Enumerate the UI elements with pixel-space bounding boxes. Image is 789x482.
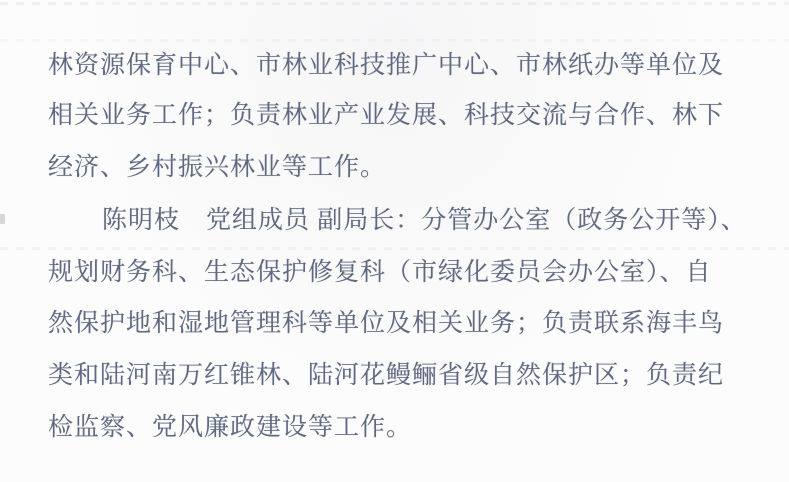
text-line-1: 林资源保育中心、市林业科技推广中心、市林纸办等单位及 xyxy=(48,52,725,79)
text-line-5: 规划财务科、生态保护修复科（市绿化委员会办公室）、自 xyxy=(48,259,712,286)
scan-artifact-upper xyxy=(0,39,789,42)
text-line-3: 经济、乡村振兴林业等工作。 xyxy=(48,154,387,181)
scan-artifact-top xyxy=(0,2,789,5)
text-line-6: 然保护地和湿地管理科等单位及相关业务；负责联系海丰鸟 xyxy=(48,310,725,337)
text-line-2: 相关业务工作；负责林业产业发展、科技交流与合作、林下 xyxy=(48,102,725,129)
text-line-4-paragraph-start: 陈明枝 党组成员 副局长：分管办公室（政务公开等）、 xyxy=(102,207,747,234)
scan-artifact-middle xyxy=(0,247,789,250)
text-line-7: 类和陆河南万红锥林、陆河花鳗鲡省级自然保护区；负责纪 xyxy=(48,362,725,389)
scan-artifact-left-edge xyxy=(0,214,5,224)
text-line-8: 检监察、党风廉政建设等工作。 xyxy=(48,414,413,441)
